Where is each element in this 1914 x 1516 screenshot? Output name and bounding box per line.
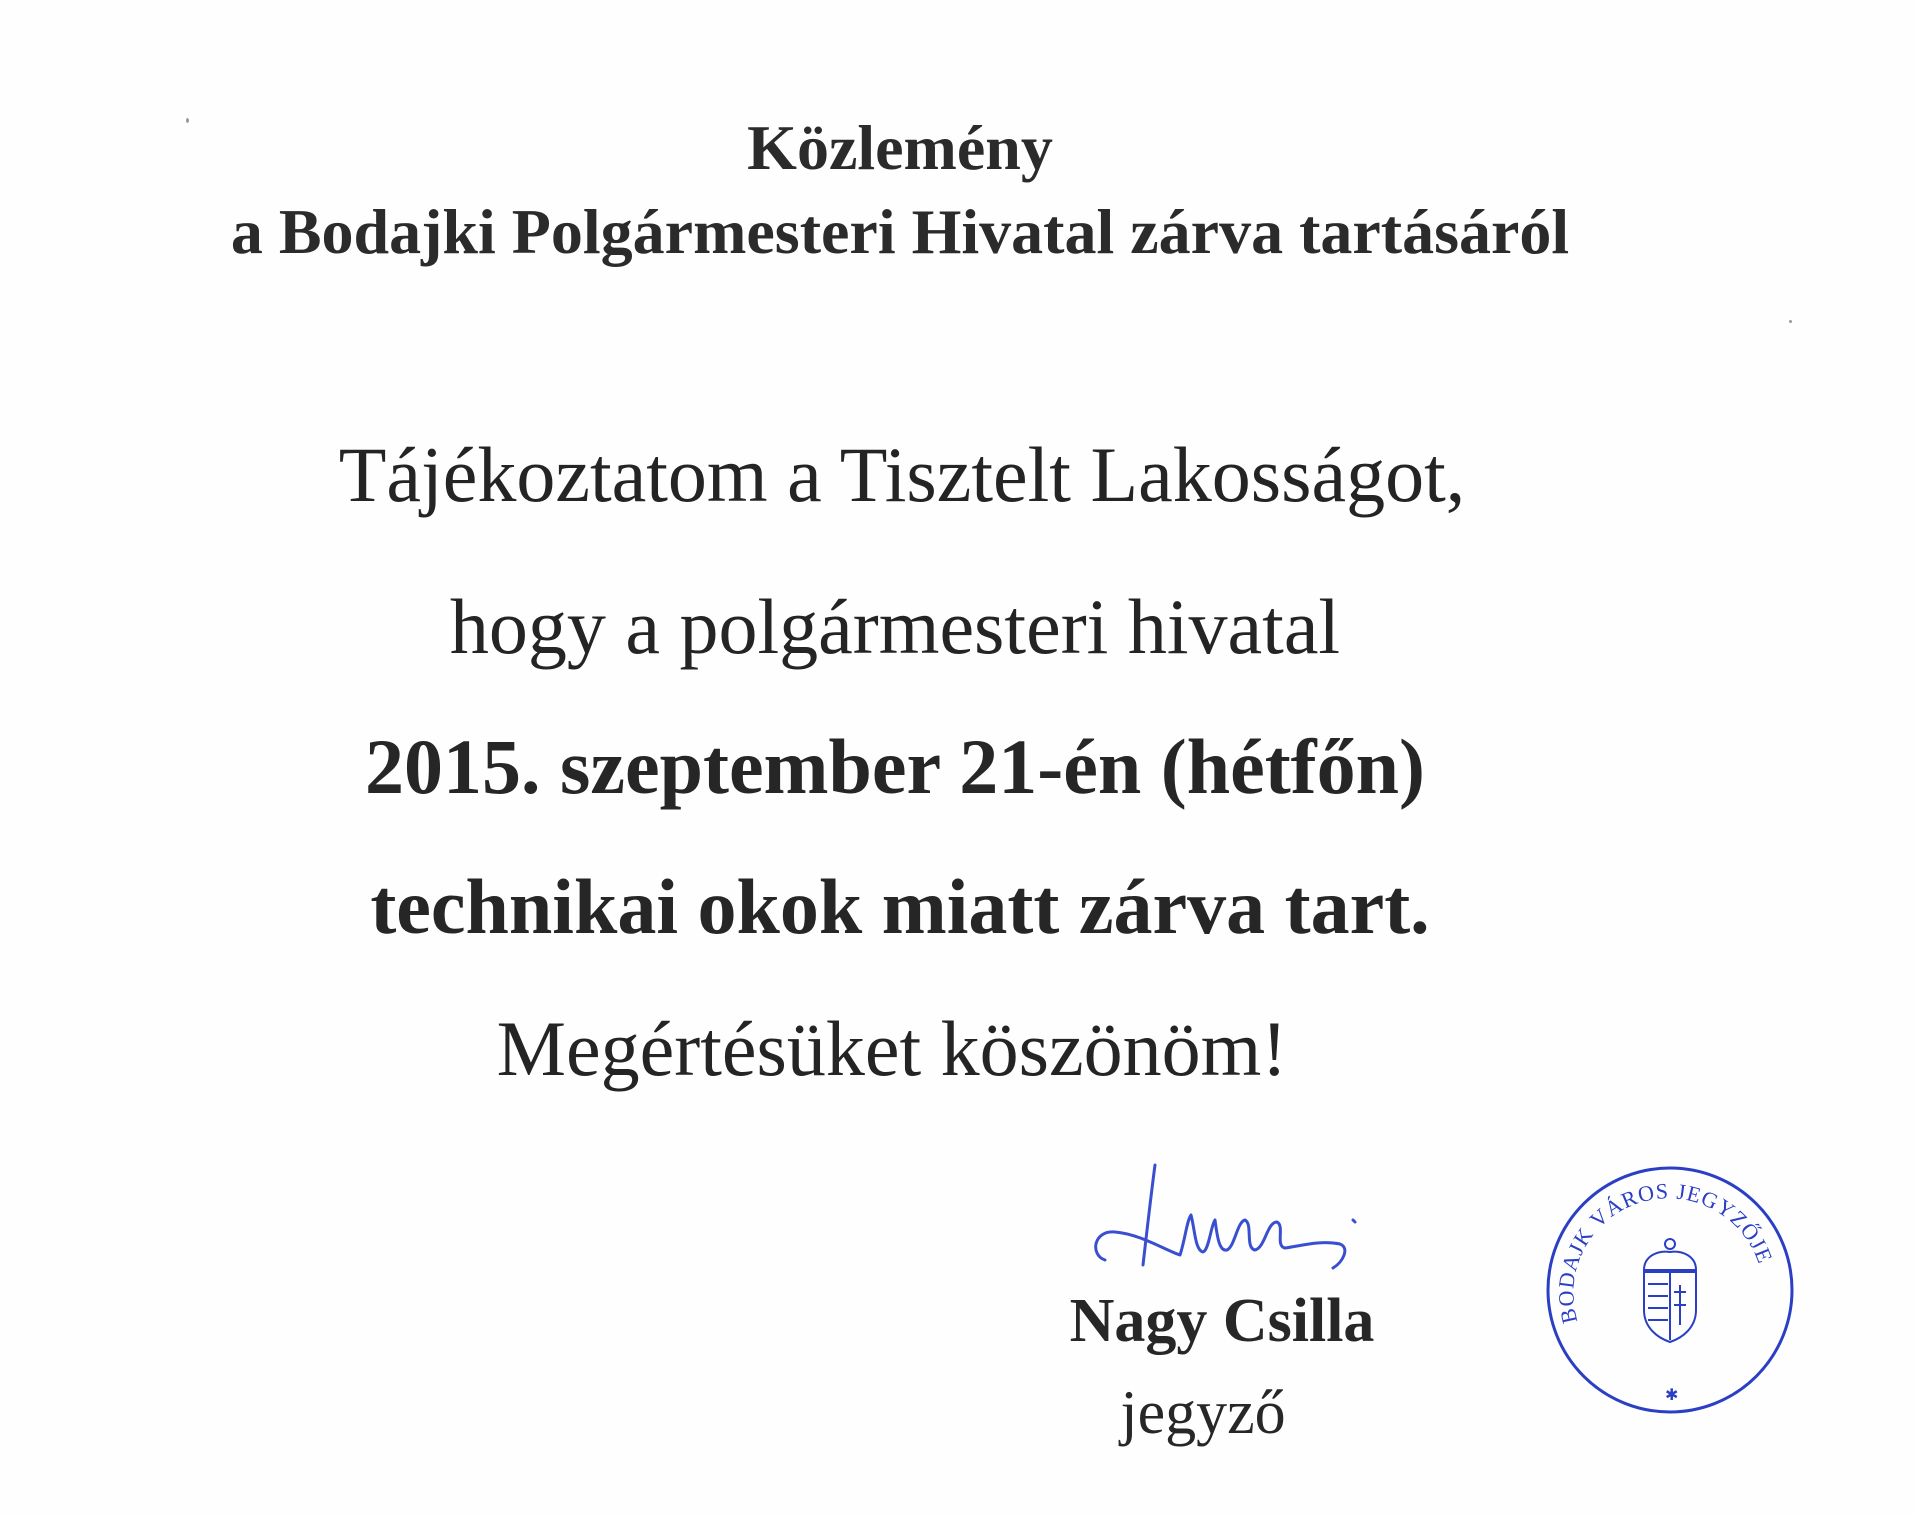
stamp-lettering: BODAJK VÁROS JEGYZŐJE (1553, 1178, 1779, 1326)
closing-thanks: Megértésüket köszönöm! (496, 1005, 1288, 1092)
body-line-2: hogy a polgármesteri hivatal (449, 583, 1341, 670)
closure-date: 2015. szeptember 21-én (hétfőn) (364, 723, 1426, 810)
coat-of-arms-icon (1644, 1239, 1696, 1342)
handwritten-signature (1085, 1160, 1385, 1290)
body-line-1: Tájékoztatom a Tisztelt Lakosságot, (338, 431, 1466, 518)
stamp-star-icon: ✱ (1665, 1385, 1679, 1404)
scan-speck (1789, 320, 1792, 323)
signatory-role: jegyző (1120, 1379, 1286, 1447)
closure-reason: technikai okok miatt zárva tart. (370, 863, 1430, 950)
official-stamp (1540, 1160, 1800, 1420)
signatory-name: Nagy Csilla (1069, 1287, 1375, 1355)
notice-title: Közlemény (747, 112, 1053, 183)
scan-speck (186, 118, 189, 123)
notice-subtitle: a Bodajki Polgármesteri Hivatal zárva tartásáról (230, 196, 1570, 267)
